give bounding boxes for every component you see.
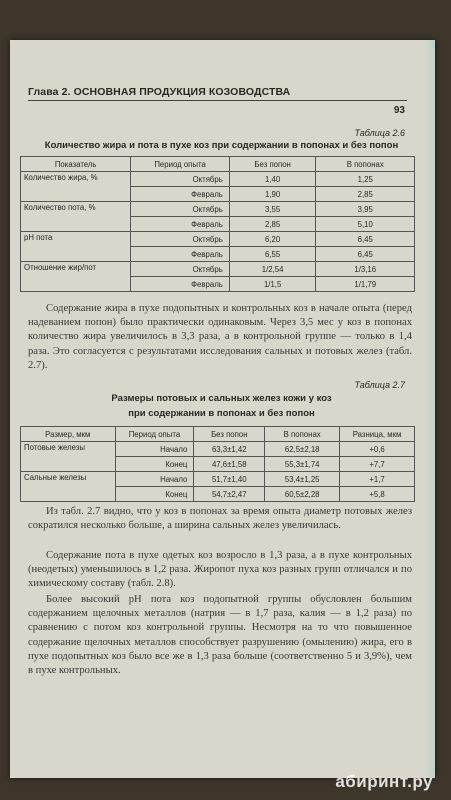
value-cell: 6,20 xyxy=(229,232,316,247)
table2-title-line1: Размеры потовых и сальных желез кожи у коз xyxy=(111,393,332,404)
book-page xyxy=(10,40,435,778)
period-cell: Конец xyxy=(115,457,194,472)
row-label: Количество пота, % xyxy=(21,202,131,232)
table-row xyxy=(21,202,415,217)
page-number: 93 xyxy=(393,105,405,116)
table1-title: Количество жира и пота в пухе коз при содержании в попонах и без попон xyxy=(44,140,399,151)
period-cell: Начало xyxy=(115,472,194,487)
table1 xyxy=(20,156,415,292)
value-cell: 1/3,16 xyxy=(316,262,415,277)
table-header-row xyxy=(21,427,415,442)
value-cell: +0,6 xyxy=(340,442,415,457)
table-row xyxy=(21,232,415,247)
value-cell: +1,7 xyxy=(340,472,415,487)
value-cell: 51,7±1,40 xyxy=(194,472,265,487)
value-cell: 5,10 xyxy=(316,217,415,232)
value-cell: +5,8 xyxy=(340,487,415,502)
value-cell: 53,4±1,25 xyxy=(265,472,340,487)
period-cell: Начало xyxy=(115,442,194,457)
value-cell: 1,90 xyxy=(229,187,316,202)
table1-caption: Таблица 2.6 xyxy=(354,128,405,138)
watermark: абиринт.ру xyxy=(335,772,433,791)
paragraph: Из табл. 2.7 видно, что у коз в попонах за время опыта диаметр потовых желез сократился несколько больше, а ширина сальных желез увеличилась. xyxy=(28,506,412,532)
value-cell: 63,3±1,42 xyxy=(194,442,265,457)
period-cell: Октябрь xyxy=(131,262,230,277)
value-cell: 2,85 xyxy=(316,187,415,202)
period-cell: Февраль xyxy=(131,217,230,232)
value-cell: 6,55 xyxy=(229,247,316,262)
table-row xyxy=(21,442,415,457)
paragraph: Содержание жира в пухе подопытных и контрольных коз в начале опыта (перед надеванием попон) было практически одинаковым. Через 3,5 мес у коз в попонах количество жира увеличилось в 3,3 раза, а в контрольной группе — только в 1,4 раза. Это согласуется с результатами исследования сальных и потовых желез (табл. 2.7). xyxy=(28,303,412,371)
value-cell: 1/1,5 xyxy=(229,277,316,292)
table-header-row xyxy=(21,157,415,172)
value-cell: 1/1,79 xyxy=(316,277,415,292)
period-cell: Февраль xyxy=(131,247,230,262)
row-label: pH пота xyxy=(21,232,131,262)
value-cell: 1,25 xyxy=(316,172,415,187)
running-head: Глава 2. ОСНОВНАЯ ПРОДУКЦИЯ КОЗОВОДСТВА xyxy=(28,86,407,101)
table-row xyxy=(21,172,415,187)
row-label: Сальные железы xyxy=(21,472,116,502)
value-cell: 1,40 xyxy=(229,172,316,187)
value-cell: 3,95 xyxy=(316,202,415,217)
value-cell: 3,55 xyxy=(229,202,316,217)
table-row xyxy=(21,262,415,277)
period-cell: Конец xyxy=(115,487,194,502)
column-header: Период опыта xyxy=(131,157,230,172)
column-header: В попонах xyxy=(265,427,340,442)
column-header: Размер, мкм xyxy=(21,427,116,442)
paragraph: Содержание пота в пухе одетых коз возросло в 1,3 раза, а в пухе контрольных (неодетых) уменьшилось в 1,2 раза. Жиропот пуха коз разных групп отличался и по химическому составу (табл. 2.8). xyxy=(28,550,412,590)
table2 xyxy=(20,426,415,502)
column-header: Показатель xyxy=(21,157,131,172)
period-cell: Октябрь xyxy=(131,202,230,217)
page-edge xyxy=(425,40,435,778)
value-cell: 60,5±2,28 xyxy=(265,487,340,502)
period-cell: Февраль xyxy=(131,277,230,292)
period-cell: Октябрь xyxy=(131,232,230,247)
period-cell: Октябрь xyxy=(131,172,230,187)
value-cell: 2,85 xyxy=(229,217,316,232)
value-cell: 6,45 xyxy=(316,232,415,247)
column-header: Разница, мкм xyxy=(340,427,415,442)
row-label: Количество жира, % xyxy=(21,172,131,202)
value-cell: 62,5±2,18 xyxy=(265,442,340,457)
row-label: Отношение жир/пот xyxy=(21,262,131,292)
column-header: Период опыта xyxy=(115,427,194,442)
period-cell: Февраль xyxy=(131,187,230,202)
table2-caption: Таблица 2.7 xyxy=(354,380,405,390)
value-cell: +7,7 xyxy=(340,457,415,472)
column-header: Без попон xyxy=(194,427,265,442)
value-cell: 55,3±1,74 xyxy=(265,457,340,472)
table2-title-line2: при содержании в попонах и без попон xyxy=(128,408,315,419)
value-cell: 54,7±2,47 xyxy=(194,487,265,502)
paragraph: Более высокий pH пота коз подопытной группы обусловлен большим содержанием щелочных металлов (натрия — в 1,7 раза, калия — в 1,2 раза) по сравнению с потом коз контрольной группы. Несмотря на то что повышенное содержание щелочных металлов способствует разрушению (омылению) жира, его в пухе подопытных коз было все же в 1,3 раза больше (соответственно 5 и 3,9%), чем в пухе контрольных. xyxy=(28,594,412,677)
row-label: Потовые железы xyxy=(21,442,116,472)
column-header: В попонах xyxy=(316,157,415,172)
value-cell: 47,6±1,58 xyxy=(194,457,265,472)
table-row xyxy=(21,472,415,487)
value-cell: 6,45 xyxy=(316,247,415,262)
value-cell: 1/2,54 xyxy=(229,262,316,277)
column-header: Без попон xyxy=(229,157,316,172)
